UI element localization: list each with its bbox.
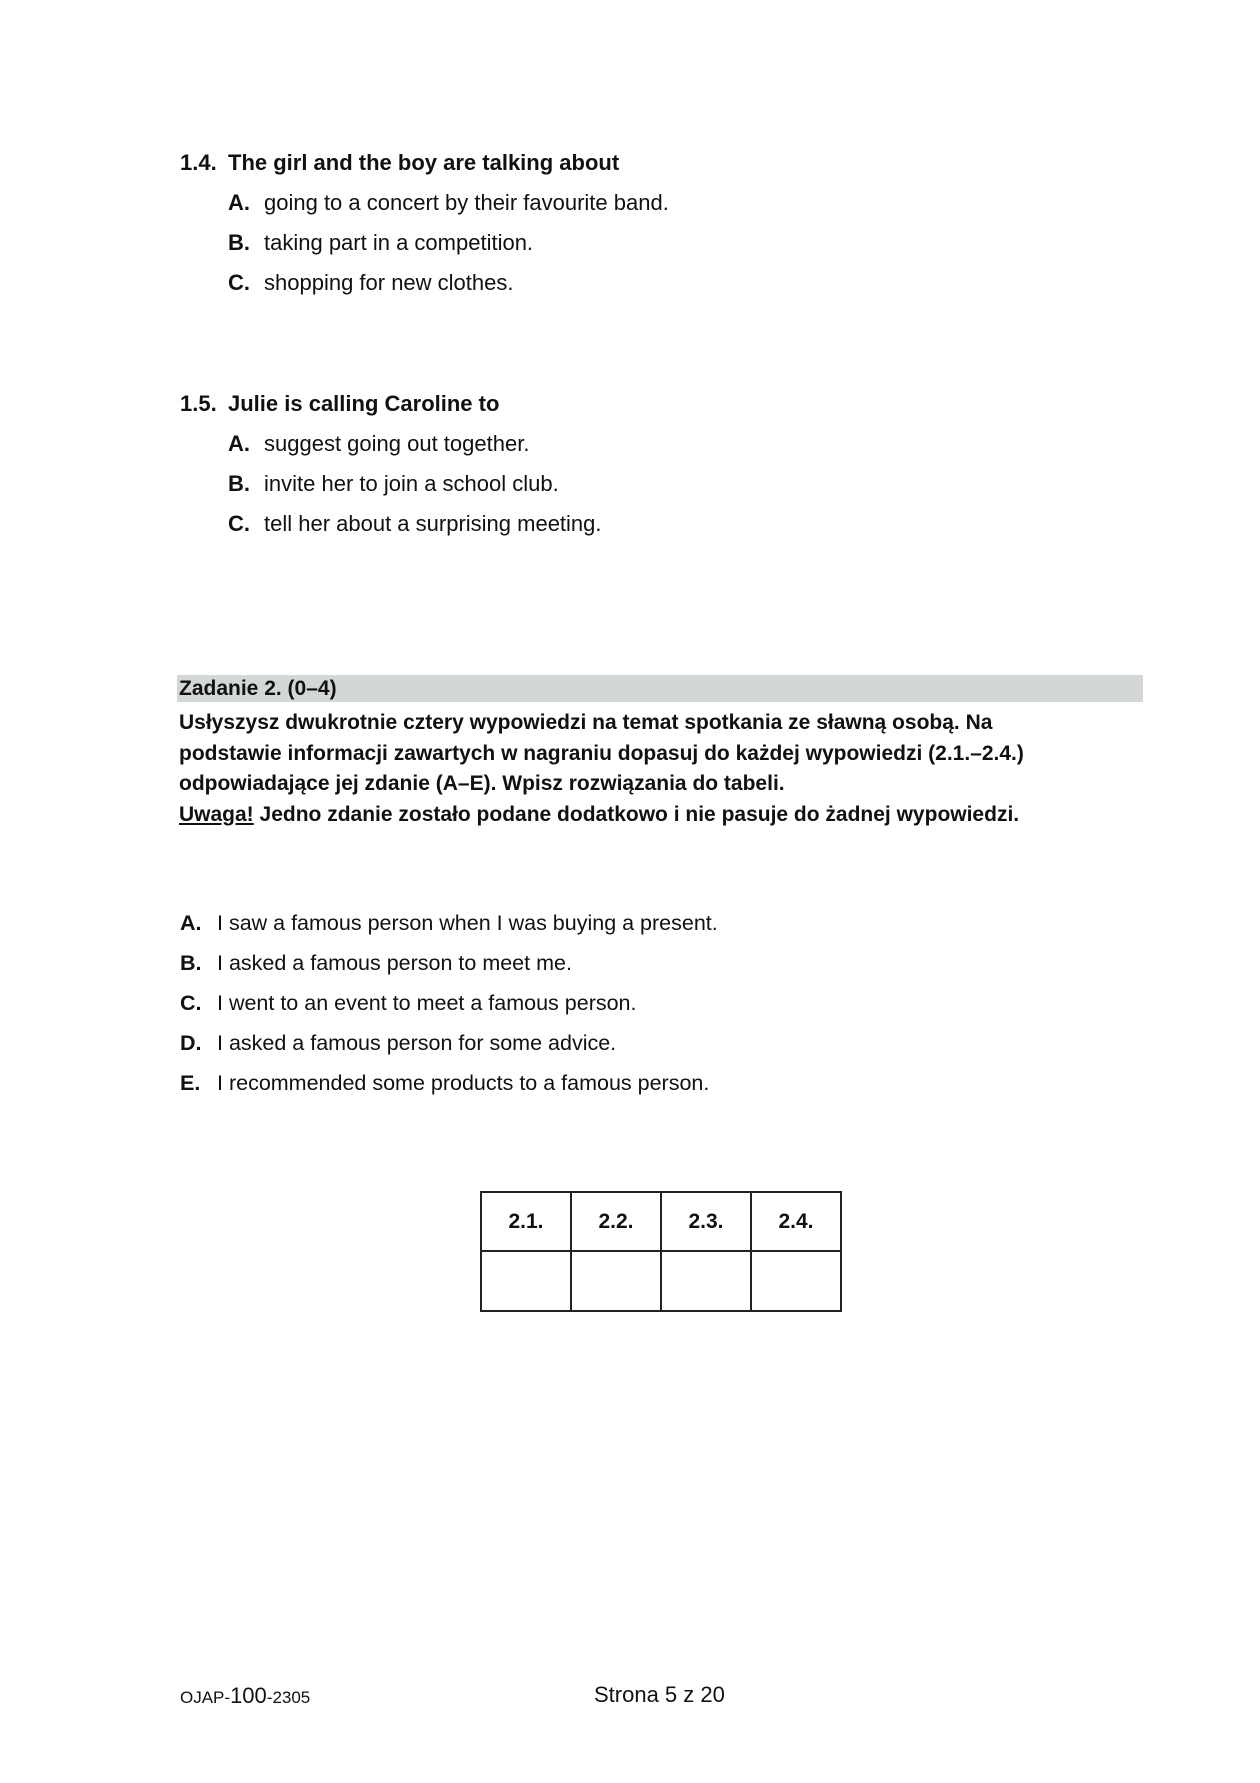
exam-code-prefix: OJAP- [180, 1688, 231, 1707]
statement-c [180, 990, 637, 1016]
statement-text: I asked a famous person to meet me. [217, 951, 572, 975]
exam-code-suffix: -2305 [266, 1688, 311, 1707]
note-text: Jedno zdanie zostało podane dodatkowo i nie pasuje do żadnej wypowiedzi. [253, 802, 1020, 826]
answer-cell-2-4[interactable] [751, 1251, 841, 1311]
statement-e [180, 1070, 709, 1096]
answer-cell-2-3[interactable] [661, 1251, 751, 1311]
answer-header-2-1: 2.1. [481, 1192, 571, 1251]
option-text: shopping for new clothes. [264, 270, 514, 295]
statement-letter: D. [180, 1031, 202, 1055]
exam-code-mid: 100 [230, 1683, 267, 1708]
statement-letter: B. [180, 951, 202, 975]
answer-header-2-3: 2.3. [661, 1192, 751, 1251]
question-number: 1.4. [180, 150, 217, 175]
statement-text: I went to an event to meet a famous person. [217, 991, 637, 1015]
statement-d [180, 1030, 616, 1056]
statement-text: I asked a famous person for some advice. [217, 1031, 617, 1055]
statement-b [180, 950, 572, 976]
statement-letter: C. [180, 991, 202, 1015]
question-1-4-option-a [228, 190, 669, 216]
answer-cell-2-2[interactable] [571, 1251, 661, 1311]
answer-cell-2-1[interactable] [481, 1251, 571, 1311]
question-1-4-stem [180, 150, 619, 176]
question-1-5-option-c [228, 511, 602, 537]
option-letter: A. [228, 190, 250, 215]
option-letter: B. [228, 230, 250, 255]
option-letter: A. [228, 431, 250, 456]
note-label: Uwaga! [179, 802, 254, 826]
statement-a [180, 910, 718, 936]
question-number: 1.5. [180, 391, 217, 416]
statement-text: I saw a famous person when I was buying a present. [217, 911, 718, 935]
answer-header-2-2: 2.2. [571, 1192, 661, 1251]
question-1-5-stem [180, 391, 499, 417]
question-1-4-option-b [228, 230, 533, 256]
instruction-line: podstawie informacji zawartych w nagraniu dopasuj do każdej wypowiedzi (2.1.–2.4.) [179, 741, 1024, 765]
option-text: invite her to join a school club. [264, 471, 559, 496]
option-text: tell her about a surprising meeting. [264, 511, 602, 536]
question-text: The girl and the boy are talking about [228, 150, 620, 175]
answer-table-header-row [481, 1192, 841, 1251]
question-1-5-option-a [228, 431, 529, 457]
statement-text: I recommended some products to a famous person. [217, 1071, 710, 1095]
page-number: Strona 5 z 20 [594, 1682, 725, 1707]
answer-header-2-4: 2.4. [751, 1192, 841, 1251]
answer-table [480, 1191, 842, 1312]
instruction-line: odpowiadające jej zdanie (A–E). Wpisz rozwiązania do tabeli. [179, 772, 785, 795]
option-letter: C. [228, 270, 250, 295]
option-letter: B. [228, 471, 250, 496]
exam-code [180, 1685, 310, 1709]
task-instructions [179, 708, 1159, 830]
option-text: taking part in a competition. [264, 230, 534, 255]
instruction-note [179, 800, 1159, 831]
statement-letter: A. [180, 911, 202, 935]
option-text: going to a concert by their favourite band. [264, 190, 669, 215]
answer-table-input-row [481, 1251, 841, 1311]
question-1-4-option-c [228, 270, 514, 296]
option-letter: C. [228, 511, 250, 536]
statement-letter: E. [180, 1071, 201, 1095]
task-title: Zadanie 2. (0–4) [179, 677, 337, 700]
option-text: suggest going out together. [264, 431, 530, 456]
question-1-5-option-b [228, 471, 559, 497]
instruction-line: Usłyszysz dwukrotnie cztery wypowiedzi na temat spotkania ze sławną osobą. Na [179, 711, 993, 734]
question-text: Julie is calling Caroline to [228, 391, 500, 416]
